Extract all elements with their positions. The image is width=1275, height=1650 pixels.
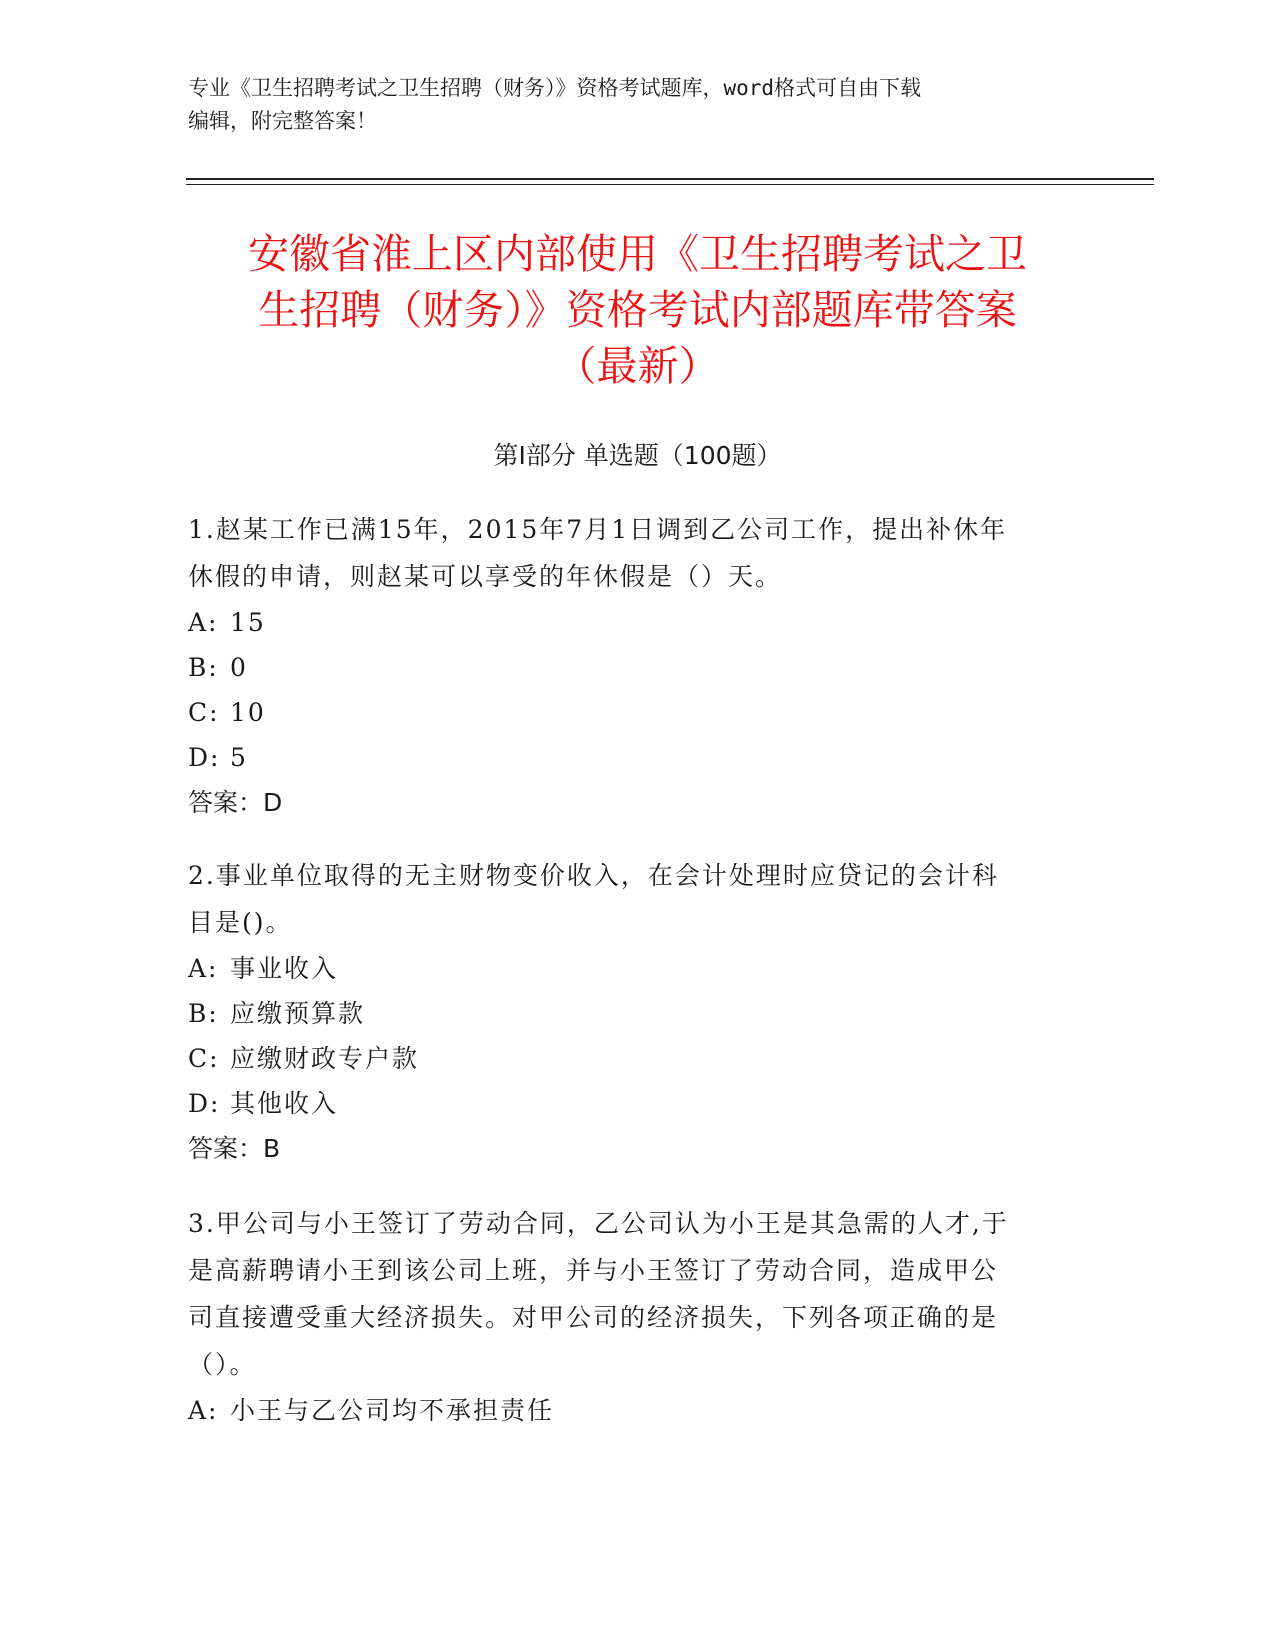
option-label: C:	[188, 1044, 220, 1073]
header-note	[188, 72, 1088, 138]
option-d	[188, 1081, 1088, 1126]
option-label: B:	[188, 653, 219, 682]
option-c	[188, 1036, 1088, 1081]
question-stem-line: 休假的申请，则赵某可以享受的年休假是（）天。	[188, 562, 783, 591]
section-title: 第Ⅰ部分 单选题（100题）	[493, 441, 782, 470]
option-a	[188, 946, 1088, 991]
option-b	[188, 991, 1088, 1036]
header-divider-thin	[186, 184, 1154, 185]
option-label: C:	[188, 698, 220, 727]
question-stem-line: 司直接遭受重大经济损失。对甲公司的经济损失，下列各项正确的是	[188, 1303, 999, 1332]
header-divider-thick	[186, 178, 1154, 180]
answer: 答案：D	[188, 788, 283, 817]
option-c	[188, 690, 1088, 735]
document-title	[150, 226, 1125, 394]
question-stem-line: 3.甲公司与小王签订了劳动合同，乙公司认为小王是其急需的人才,于	[188, 1209, 1009, 1238]
question-stem	[188, 506, 1088, 600]
option-label: D:	[188, 743, 221, 772]
option-text: 15	[230, 608, 266, 637]
answer: 答案：B	[188, 1134, 281, 1163]
option-text: 应缴财政专户款	[230, 1044, 420, 1073]
option-text: 5	[230, 743, 248, 772]
option-text: 应缴预算款	[230, 999, 366, 1028]
question-stem-line: 是高薪聘请小王到该公司上班，并与小王签订了劳动合同，造成甲公	[188, 1256, 999, 1285]
question-stem	[188, 852, 1088, 946]
option-label: D:	[188, 1089, 221, 1118]
option-label: B:	[188, 999, 219, 1028]
question-3	[188, 1200, 1088, 1433]
question-2	[188, 852, 1088, 1172]
header-note-line: 编辑，附完整答案！	[188, 109, 377, 133]
question-stem-line: 2.事业单位取得的无主财物变价收入，在会计处理时应贷记的会计科	[188, 861, 999, 890]
question-1	[188, 506, 1088, 826]
question-stem	[188, 1200, 1088, 1388]
question-stem-line: 目是()。	[188, 908, 293, 937]
option-text: 小王与乙公司均不承担责任	[230, 1396, 555, 1425]
option-label: A:	[188, 1396, 219, 1425]
option-text: 其他收入	[230, 1089, 339, 1118]
document-title-line: （最新）	[555, 342, 720, 390]
option-a	[188, 1388, 1088, 1433]
header-note-line: 专业《卫生招聘考试之卫生招聘（财务）》资格考试题库，word格式可自由下载	[188, 76, 922, 100]
document-title-line: 安徽省淮上区内部使用《卫生招聘考试之卫	[248, 230, 1027, 278]
option-text: 10	[230, 698, 266, 727]
option-d	[188, 735, 1088, 780]
document-title-line: 生招聘（财务）》资格考试内部题库带答案	[258, 286, 1017, 334]
option-text: 0	[230, 653, 248, 682]
option-a	[188, 600, 1088, 645]
question-stem-line: （）。	[188, 1350, 257, 1379]
option-label: A:	[188, 954, 219, 983]
option-text: 事业收入	[230, 954, 339, 983]
option-b	[188, 645, 1088, 690]
option-label: A:	[188, 608, 219, 637]
question-stem-line: 1.赵某工作已满15年，2015年7月1日调到乙公司工作，提出补休年	[188, 515, 1008, 544]
